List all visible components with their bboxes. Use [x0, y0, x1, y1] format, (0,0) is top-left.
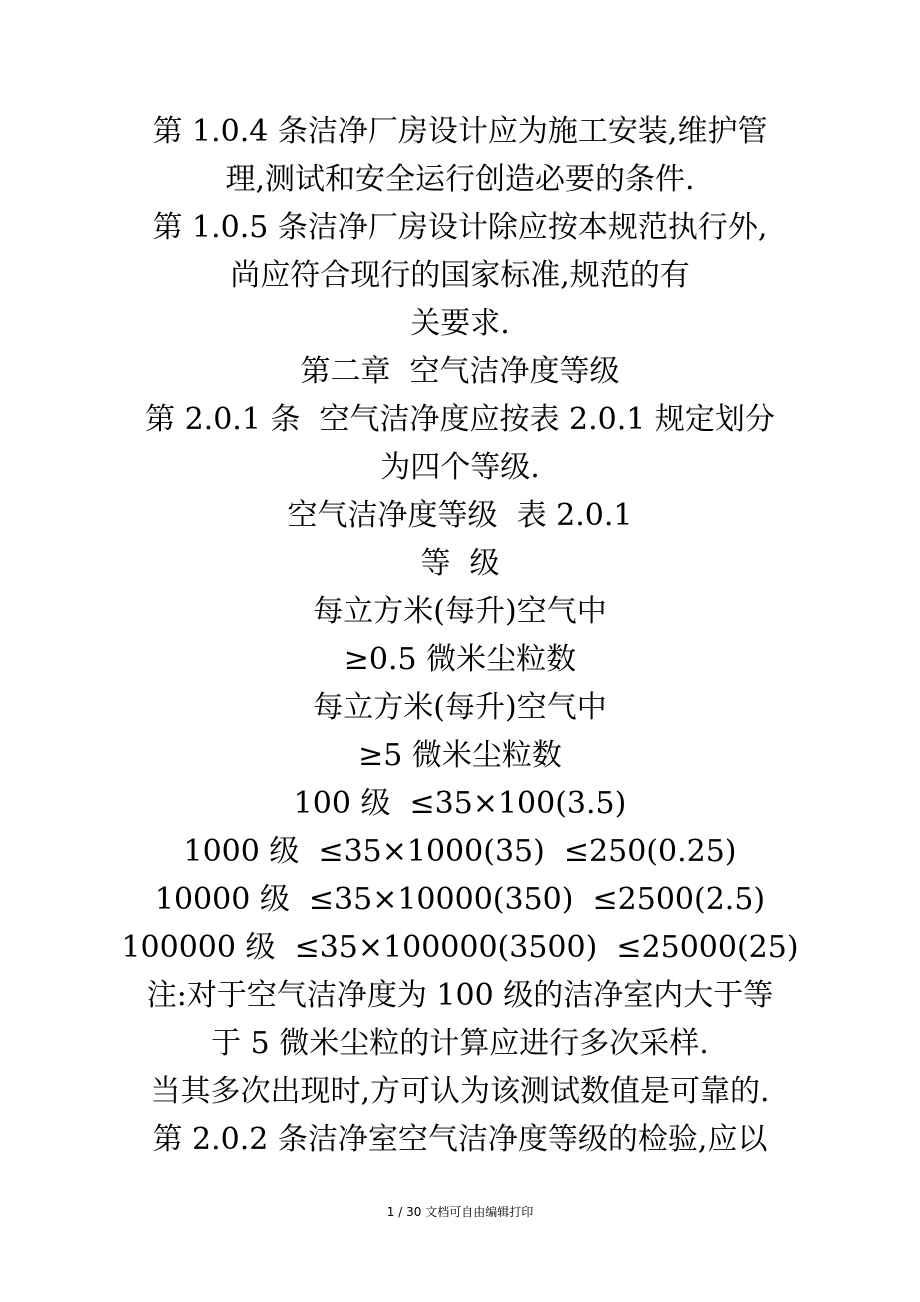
table-caption: 空气洁净度等级 表 2.0.1	[287, 498, 633, 533]
table-header-col2-line1: 每立方米(每升)空气中	[313, 690, 607, 725]
text-line: 关要求.	[410, 306, 510, 341]
table-header-col1-line1: 每立方米(每升)空气中	[313, 594, 607, 629]
table-header-col2-line2: ≥5 微米尘粒数	[358, 738, 562, 773]
page-footer: 1 / 30 文档可自由编辑打印	[386, 1205, 534, 1219]
chapter-heading: 第二章 空气洁净度等级	[300, 354, 620, 389]
table-row: 100 级 ≤35×100(3.5)	[293, 786, 627, 821]
table-header-grade: 等 级	[420, 546, 500, 581]
text-line: 当其多次出现时,方可认为该测试数值是可靠的.	[150, 1074, 770, 1109]
text-line: 为四个等级.	[380, 450, 540, 485]
table-header-col1-line2: ≥0.5 微米尘粒数	[343, 642, 577, 677]
text-line: 尚应符合现行的国家标准,规范的有	[230, 258, 690, 293]
table-row: 10000 级 ≤35×10000(350) ≤2500(2.5)	[154, 882, 766, 917]
text-line: 第 1.0.4 条洁净厂房设计应为施工安装,维护管	[152, 114, 768, 149]
table-row: 1000 级 ≤35×1000(35) ≤250(0.25)	[183, 834, 737, 869]
table-row: 100000 级 ≤35×100000(3500) ≤25000(25)	[121, 930, 799, 965]
text-line: 第 2.0.2 条洁净室空气洁净度等级的检验,应以	[152, 1122, 768, 1157]
text-line: 第 2.0.1 条 空气洁净度应按表 2.0.1 规定划分	[145, 402, 775, 437]
document-body	[0, 108, 920, 1164]
text-line: 理,测试和安全运行创造必要的条件.	[225, 162, 695, 197]
text-line: 第 1.0.5 条洁净厂房设计除应按本规范执行外,	[152, 210, 768, 245]
note-line: 于 5 微米尘粒的计算应进行多次采样.	[211, 1026, 709, 1061]
note-line: 注:对于空气洁净度为 100 级的洁净室内大于等	[146, 978, 774, 1013]
